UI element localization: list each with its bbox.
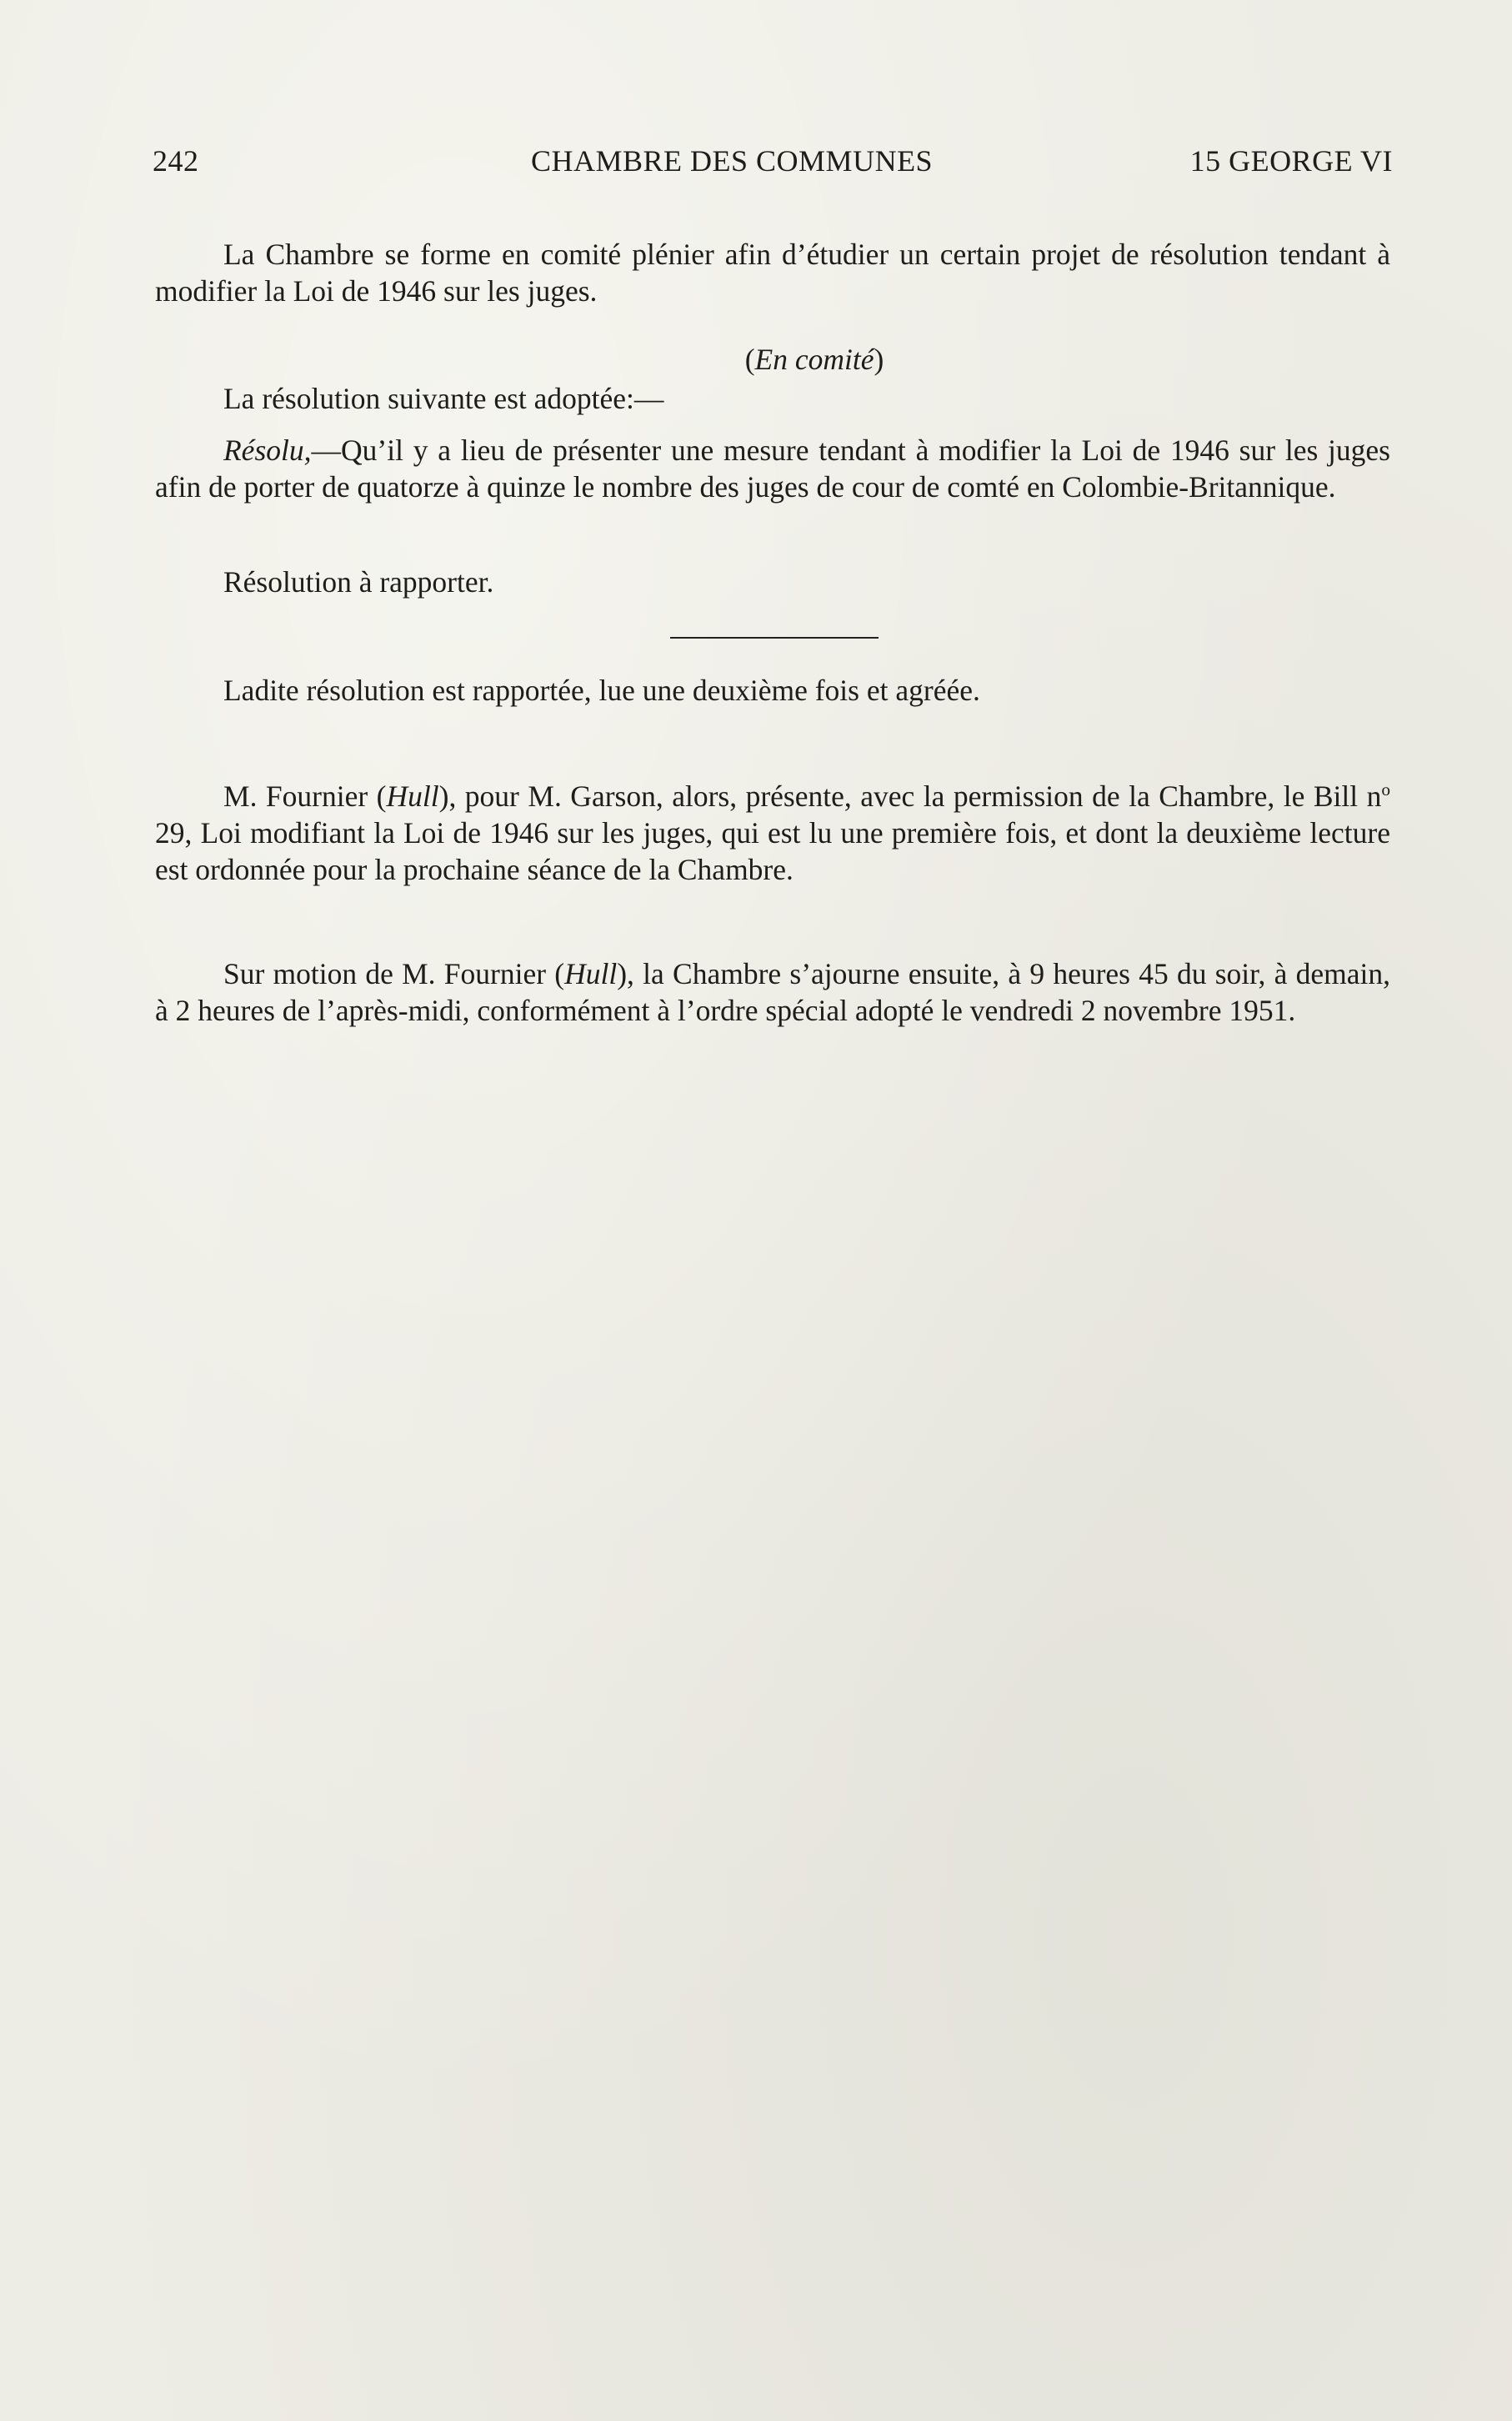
resolu-text: —Qu’il y a lieu de présenter une mesure tendant à modifier la Loi de 1946 sur les juges afin de porter de quatorze à quinze le nombre des juges de cour de comté en Colombie-Britannique.	[155, 434, 1390, 504]
resolu-lead: Résolu,	[223, 434, 312, 467]
paragraph-comite-plenier: La Chambre se forme en comité plénier afin d’étudier un certain projet de résolution tendant à modifier la Loi de 1946 sur les juges.	[155, 238, 1390, 308]
bill-text-c: 29, Loi modifiant la Loi de 1946 sur les juges, qui est lu une première fois, et dont la deuxième lecture est ordonnée pour la prochaine séance de la Chambre.	[155, 816, 1390, 886]
page-number: 242	[153, 144, 199, 178]
ajournement-text-b: ), la Chambre s’ajourne ensuite, à 9 heures 45 du soir, à demain, à 2 heures de l’après-midi, conformément à l’ordre spécial adopté le vendredi 2 novembre 1951.	[155, 957, 1390, 1027]
ajournement-hull: Hull	[564, 957, 618, 990]
paragraph-resolu	[155, 432, 1390, 505]
bill-number-superscript: o	[1381, 779, 1390, 800]
paragraph-resolution-adoptee: La résolution suivante est adoptée:—	[223, 382, 664, 415]
paragraph-bill-29	[155, 778, 1390, 888]
paragraph-resolution-rapportee: Ladite résolution est rapportée, lue une deuxième fois et agréée.	[223, 674, 980, 707]
paragraph-resolution-a-rapporter: Résolution à rapporter.	[223, 565, 494, 599]
page-header-reign: 15 GEORGE VI	[1189, 144, 1393, 178]
bill-text-a: M. Fournier (	[223, 779, 387, 813]
running-header	[153, 143, 1393, 185]
bill-text-b: ), pour M. Garson, alors, présente, avec la permission de la Chambre, le Bill n	[438, 779, 1382, 813]
ajournement-text-a: Sur motion de M. Fournier (	[223, 957, 565, 990]
en-comite-label: En comité	[754, 343, 874, 376]
page-header-title: CHAMBRE DES COMMUNES	[531, 144, 934, 178]
section-heading-en-comite: (En comité)	[744, 343, 884, 376]
bill-hull: Hull	[386, 779, 439, 813]
section-divider	[670, 637, 879, 639]
paragraph-ajournement	[155, 955, 1390, 1029]
